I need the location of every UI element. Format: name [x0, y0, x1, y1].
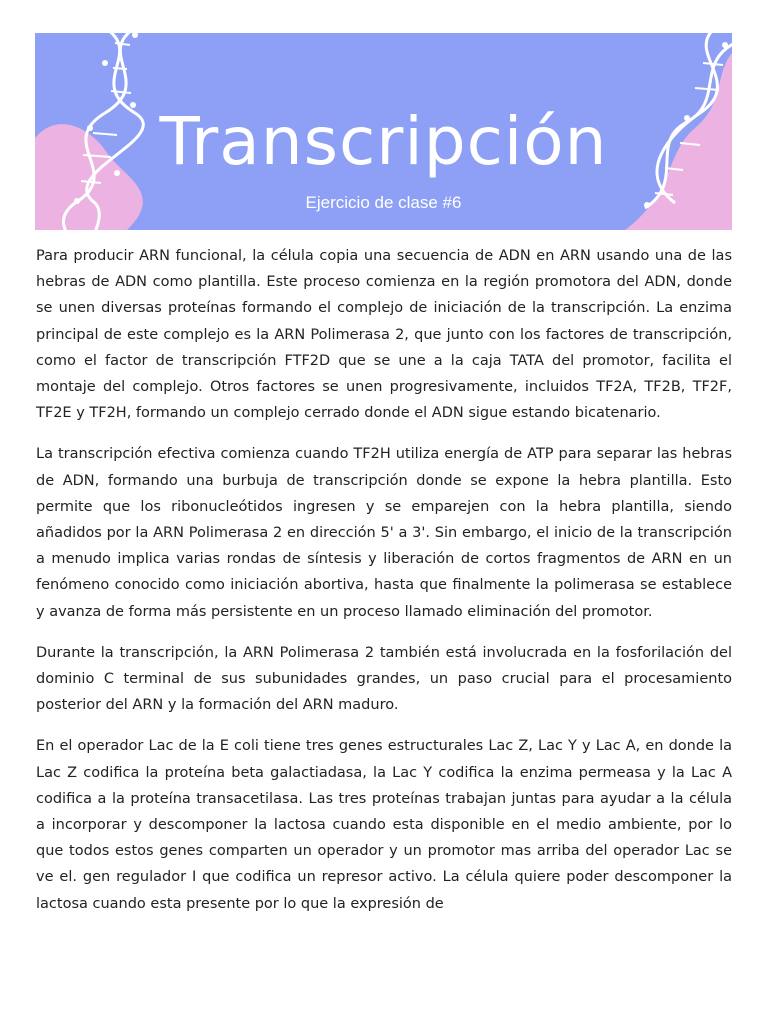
page-subtitle: Ejercicio de clase #6	[305, 193, 462, 212]
paragraph-2: La transcripción efectiva comienza cuando TF2H utiliza energía de ATP para separar las hebras de ADN, formando una burbuja de transcripción donde se expone la hebra plantilla. Esto permite que los ribonucleótidos ingresen y se emparejen con la hebra plantilla, siendo añadidos por la ARN Polimerasa 2 en dirección 5' a 3'. Sin embargo, el inicio de la transcripción a menudo implica varias rondas de síntesis y liberación de cortos fragmentos de ARN en un fenómeno conocido como iniciación abortiva, hasta que finalmente la polimerasa se establece y avanza de forma más persistente en un proceso llamado eliminación del promotor.	[36, 446, 732, 620]
paragraph-3: Durante la transcripción, la ARN Polimerasa 2 también está involucrada en la fosforilación del dominio C terminal de sus subunidades grandes, un paso crucial para el procesamiento posterior del ARN y la formación del ARN maduro.	[36, 644, 732, 714]
page-title: Transcripción	[159, 103, 608, 180]
header-banner	[35, 33, 732, 230]
paragraph-4: En el operador Lac de la E coli tiene tres genes estructurales Lac Z, Lac Y y Lac A, en donde la Lac Z codifica la proteína beta galactiadasa, la Lac Y codifica la enzima permeasa y la Lac A codifica a la proteína transacetilasa. Las tres proteínas trabajan juntas para ayudar a la célula a incorporar y descomponer la lactosa cuando esta disponible en el medio ambiente, por lo que todos estos genes comparten un operador y un promotor mas arriba del operador Lac se ve el. gen regulador I que codifica un represor activo. La célula quiere poder descomponer la lactosa cuando esta presente por lo que la expresión de	[36, 738, 732, 912]
paragraph-1: Para producir ARN funcional, la célula copia una secuencia de ADN en ARN usando una de las hebras de ADN como plantilla. Este proceso comienza en la región promotora del ADN, donde se unen diversas proteínas formando el complejo de iniciación de la transcripción. La enzima principal de este complejo es la ARN Polimerasa 2, que junto con los factores de transcripción, como el factor de transcripción FTF2D que se une a la caja TATA del promotor, facilita el montaje del complejo. Otros factores se unen progresivamente, incluidos TF2A, TF2B, TF2F, TF2E y TF2H, formando un complejo cerrado donde el ADN sigue estando bicatenario.	[36, 248, 732, 422]
document-body	[36, 243, 732, 932]
